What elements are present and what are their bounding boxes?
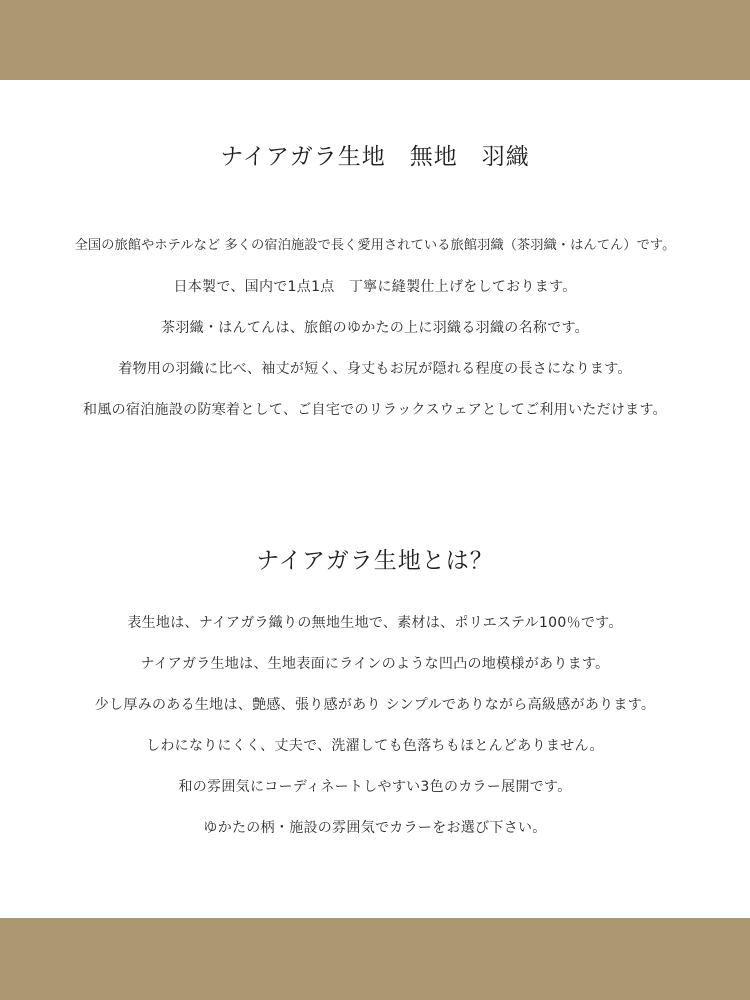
fabric-paragraph: 表生地は、ナイアガラ織りの無地生地で、素材は、ポリエステル100％です。 <box>127 615 623 631</box>
description-paragraph: 全国の旅館やホテルなど 多くの宿泊施設で長く愛用されている旅館羽織（茶羽織・はんてん）です。 <box>74 238 676 253</box>
fabric-description <box>0 610 750 856</box>
section-title-fabric: ナイアガラ生地とは？ <box>256 548 494 574</box>
description-paragraph: 茶羽織・はんてんは、旅館のゆかたの上に羽織る羽織の名称です。 <box>161 320 589 336</box>
description-paragraph: 日本製で、国内で1点1点 丁寧に縫製仕上げをしております。 <box>173 279 577 295</box>
fabric-paragraph: 和の雰囲気にコーディネートしやすい3色のカラー展開です。 <box>178 779 572 795</box>
description-paragraph: 着物用の羽織に比べ、袖丈が短く、身丈もお尻が隠れる程度の長さになります。 <box>118 361 632 377</box>
top-decorative-band <box>0 0 750 80</box>
fabric-paragraph: しわになりにくく、丈夫で、洗濯しても色落ちもほとんどありません。 <box>146 738 604 754</box>
product-description <box>0 233 750 438</box>
bottom-decorative-band <box>0 918 750 1000</box>
description-paragraph: 和風の宿泊施設の防寒着として、ご自宅でのリラックスウェアとしてご利用いただけます。 <box>83 402 667 418</box>
section-title-product: ナイアガラ生地 無地 羽織 <box>220 144 530 170</box>
fabric-paragraph: 少し厚みのある生地は、艶感、張り感があり シンプルでありながら高級感があります。 <box>94 697 656 713</box>
fabric-paragraph: ゆかたの柄・施設の雰囲気でカラーをお選び下さい。 <box>203 820 547 836</box>
fabric-paragraph: ナイアガラ生地は、生地表面にラインのような凹凸の地模様があります。 <box>140 656 610 672</box>
